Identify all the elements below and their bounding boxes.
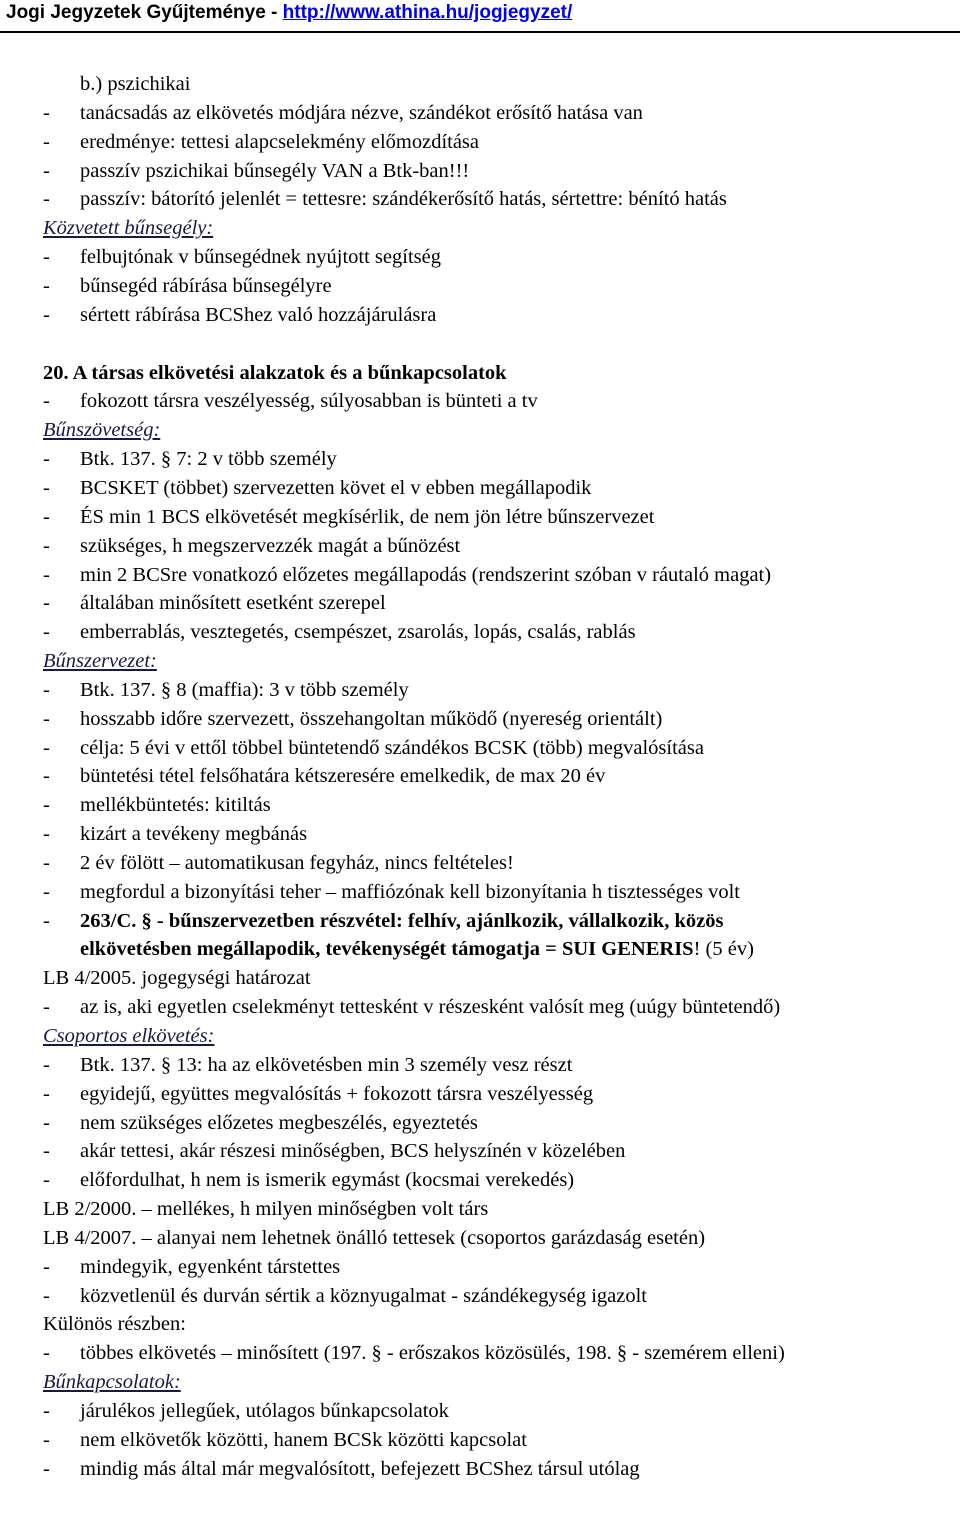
section-heading: b.) pszichikai	[80, 73, 191, 95]
list-item: - passzív pszichikai bűnsegély VAN a Btk-ban!!!	[43, 159, 470, 182]
list-item: - felbujtónak v bűnsegédnek nyújtott segítség	[43, 246, 441, 269]
plain-heading: Különös részben:	[43, 1313, 186, 1336]
list-item: - kizárt a tevékeny megbánás	[43, 823, 308, 846]
lb-reference: LB 4/2007. – alanyai nem lehetnek önálló tettesek (csoportos garázdaság esetén)	[43, 1226, 706, 1249]
list-item: - hosszabb időre szervezett, összehangoltan működő (nyereség orientált)	[43, 707, 663, 730]
spacer	[43, 330, 948, 359]
subheading: Csoportos elkövetés:	[43, 1025, 215, 1047]
subheading: Bűnkapcsolatok:	[43, 1371, 181, 1394]
list-item: - nem elkövetők közötti, hanem BCSk közötti kapcsolat	[43, 1428, 527, 1451]
list-item: - közvetlenül és durván sértik a köznyugalmat - szándékegység igazolt	[43, 1284, 647, 1307]
list-item: - sértett rábírása BCShez való hozzájárulásra	[43, 303, 437, 326]
list-item: - tanácsadás az elkövetés módjára nézve, szándékot erősítő hatása van	[43, 101, 643, 124]
list-item: - min 2 BCSre vonatkozó előzetes megállapodás (rendszerint szóban v ráutaló magat)	[43, 563, 772, 586]
list-item: - passzív: bátorító jelenlét = tettesre: szándékerősítő hatás, sértettre: bénító hatás	[43, 188, 727, 211]
list-item: - mindegyik, egyenként társtettes	[43, 1255, 341, 1278]
list-item: - célja: 5 évi v ettől többel büntetendő szándékos BCSK (több) megvalósítása	[43, 736, 704, 759]
list-item: - BCSKET (többet) szervezetten követ el v ebben megállapodik	[43, 476, 592, 499]
list-item: - mellékbüntetés: kitiltás	[43, 794, 271, 817]
lb-reference: LB 2/2000. – mellékes, h milyen minőségben volt társ	[43, 1198, 489, 1221]
list-item-263c-continued: elkövetésben megállapodik, tevékenységét támogatja = SUI GENERIS! (5 év)	[80, 938, 754, 961]
page-header	[0, 0, 960, 38]
list-item: - büntetési tétel felsőhatára kétszeresére emelkedik, de max 20 év	[43, 765, 606, 788]
list-item: - előfordulhat, h nem is ismerik egymást (kocsmai verekedés)	[43, 1169, 575, 1192]
list-item: - Btk. 137. § 13: ha az elkövetésben min 3 személy vesz részt	[43, 1053, 573, 1076]
list-item-263c: - 263/C. § - bűnszervezetben részvétel: felhív, ajánlkozik, vállalkozik, közös	[43, 909, 724, 932]
lb-reference: LB 4/2005. jogegységi határozat	[43, 967, 311, 990]
list-item: - megfordul a bizonyítási teher – maffiózónak kell bizonyítania h tisztességes volt	[43, 880, 740, 903]
list-item: - emberrablás, vesztegetés, csempészet, zsarolás, lopás, csalás, rablás	[43, 621, 636, 644]
list-item: - az is, aki egyetlen cselekményt tettesként v részesként valósít meg (uúgy büntetendő)	[43, 996, 781, 1019]
list-item: - nem szükséges előzetes megbeszélés, egyeztetés	[43, 1111, 478, 1134]
list-item: - egyidejű, együttes megvalósítás + fokozott társra veszélyesség	[43, 1082, 594, 1105]
list-item: - fokozott társra veszélyesség, súlyosabban is bünteti a tv	[43, 390, 538, 413]
header-title: Jogi Jegyzetek Gyűjteménye -	[6, 2, 283, 23]
list-item: - járulékos jellegűek, utólagos bűnkapcsolatok	[43, 1399, 449, 1422]
section-title: 20. A társas elkövetési alakzatok és a bűnkapcsolatok	[43, 361, 507, 384]
subheading: Bűnszövetség:	[43, 419, 161, 442]
list-item: - akár tettesi, akár részesi minőségben, BCS helyszínén v közelében	[43, 1140, 626, 1163]
list-item: - Btk. 137. § 7: 2 v több személy	[43, 448, 337, 471]
list-item: - eredménye: tettesi alapcselekmény előmozdítása	[43, 130, 480, 153]
subheading: Bűnszervezet:	[43, 650, 157, 673]
list-item: - bűnsegéd rábírása bűnsegélyre	[43, 274, 332, 297]
header-title-block	[6, 2, 572, 24]
list-item: - 2 év fölött – automatikusan fegyház, nincs feltételes!	[43, 851, 514, 874]
list-item: - szükséges, h megszervezzék magát a bűnözést	[43, 534, 461, 557]
list-item: - mindig más által már megvalósított, befejezett BCShez társul utólag	[43, 1457, 640, 1480]
list-item: - ÉS min 1 BCS elkövetését megkísérlik, de nem jön létre bűnszervezet	[43, 505, 655, 528]
document-body	[43, 70, 948, 1484]
list-item: - Btk. 137. § 8 (maffia): 3 v több személy	[43, 678, 409, 701]
header-divider	[0, 31, 960, 33]
list-item: - általában minősített esetként szerepel	[43, 592, 386, 615]
header-link[interactable]: http://www.athina.hu/jogjegyzet/	[282, 2, 573, 23]
subheading: Közvetett bűnsegély:	[43, 217, 214, 240]
list-item: - többes elkövetés – minősített (197. § - erőszakos közösülés, 198. § - szemérem elleni)	[43, 1342, 785, 1365]
